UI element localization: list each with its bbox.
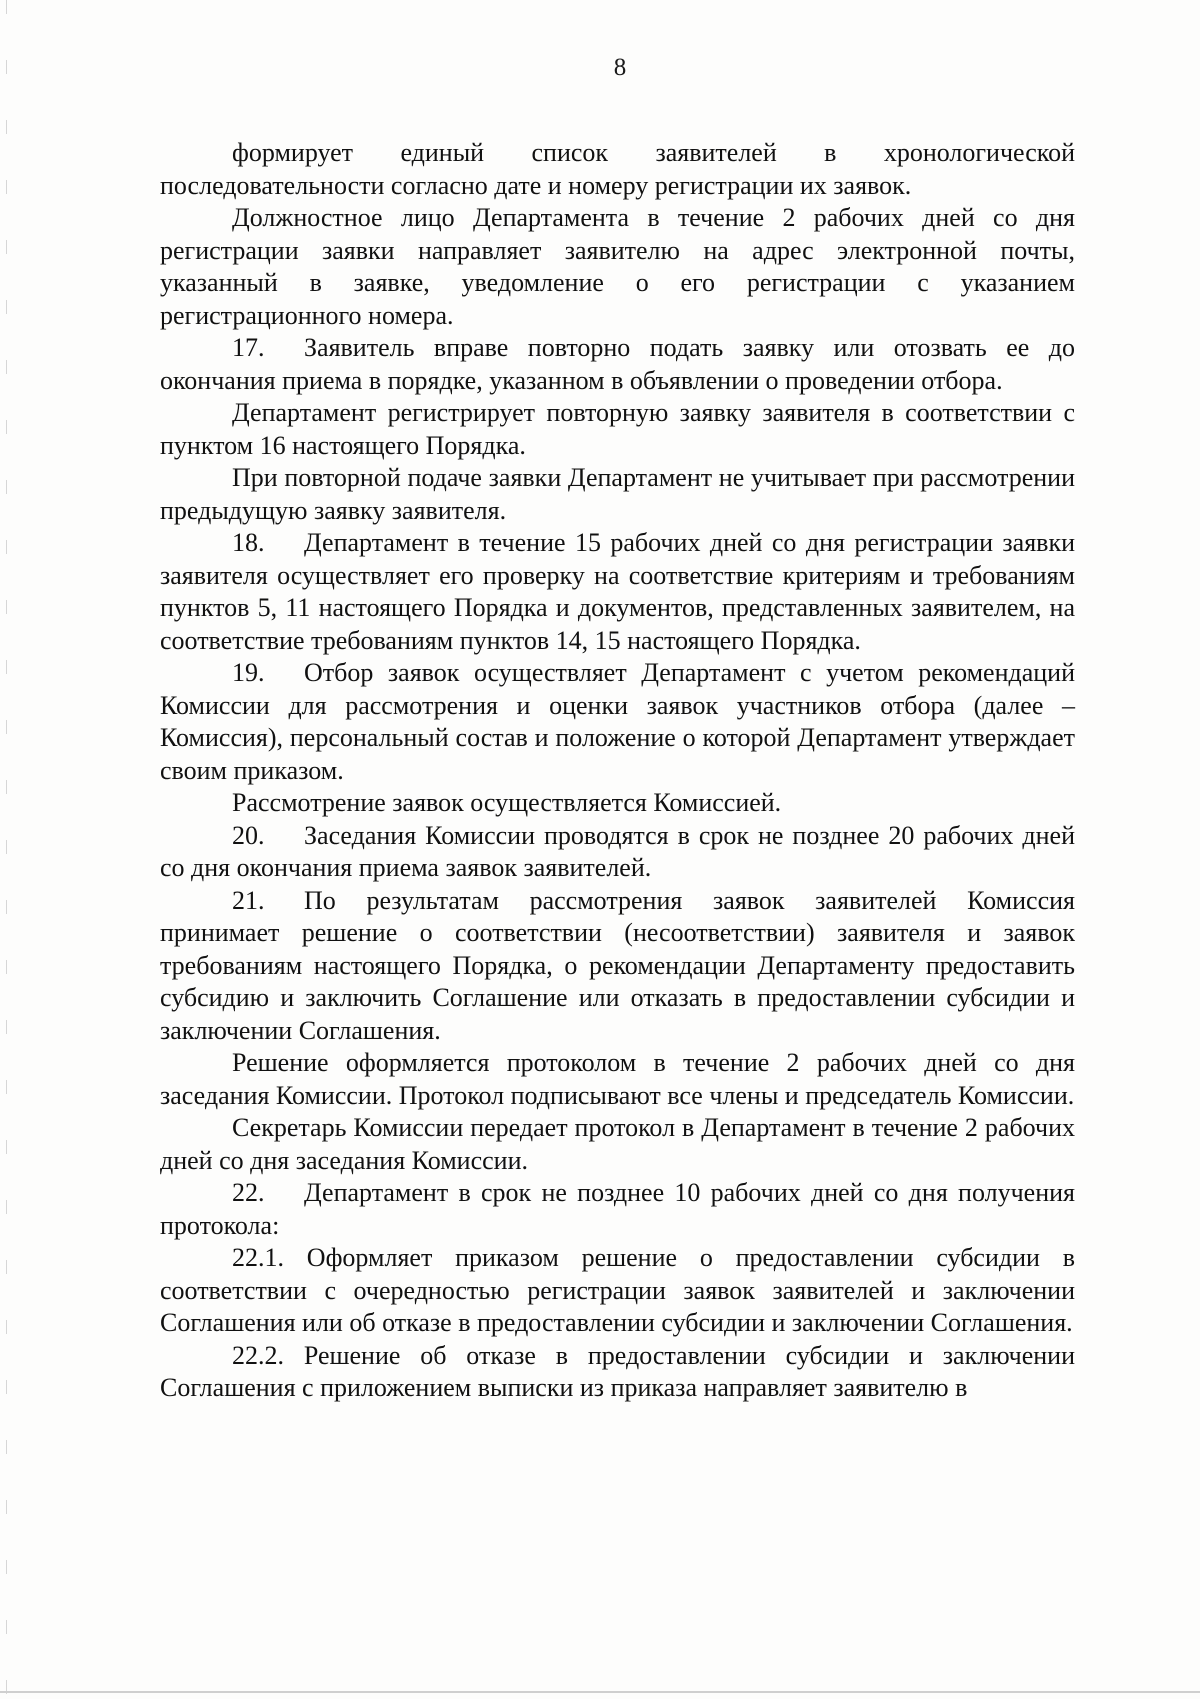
clause-number: 22.	[232, 1178, 265, 1207]
paragraph-text: формирует единый список заявителей в хронологической последовательности согласно дате и номеру регистрации их заявок.	[160, 138, 1075, 200]
paragraph	[160, 787, 1075, 820]
clause-number: 18.	[232, 528, 265, 557]
paragraph	[160, 202, 1075, 332]
paragraph	[160, 332, 1075, 397]
paragraph	[160, 1112, 1075, 1177]
paragraph	[160, 1047, 1075, 1112]
paragraph-text: Департамент в срок не позднее 10 рабочих дней со дня получения протокола:	[160, 1178, 1075, 1240]
clause-number: 17.	[232, 333, 265, 362]
paragraph-text: При повторной подаче заявки Департамент не учитывает при рассмотрении предыдущую заявку заявителя.	[160, 463, 1075, 525]
clause-number: 19.	[232, 658, 265, 687]
paragraph	[160, 820, 1075, 885]
paragraph	[160, 137, 1075, 202]
paragraph	[160, 1177, 1075, 1242]
document-body	[160, 137, 1075, 1405]
paragraph	[160, 397, 1075, 462]
paragraph-text: Департамент регистрирует повторную заявку заявителя в соответствии с пунктом 16 настоящего Порядка.	[160, 398, 1075, 460]
paragraph	[160, 1340, 1075, 1405]
paragraph	[160, 657, 1075, 787]
scan-bottom-edge	[0, 1691, 1200, 1693]
paragraph-text: 22.1. Оформляет приказом решение о предоставлении субсидии в соответствии с очередностью регистрации заявок заявителей и заключении Соглашения или об отказе в предоставлении субсидии и заключении Соглашения.	[160, 1243, 1075, 1337]
paragraph-text: Секретарь Комиссии передает протокол в Департамент в течение 2 рабочих дней со дня заседания Комиссии.	[160, 1113, 1075, 1175]
paragraph-text: Департамент в течение 15 рабочих дней со дня регистрации заявки заявителя осуществляет его проверку на соответствие критериям и требованиям пунктов 5, 11 настоящего Порядка и документов, представленных заявителем, на соответствие требованиям пунктов 14, 15 настоящего Порядка.	[160, 528, 1075, 655]
page-number: 8	[613, 54, 627, 81]
clause-number: 21.	[232, 885, 265, 915]
paragraph	[160, 1242, 1075, 1340]
paragraph-text: Заседания Комиссии проводятся в срок не позднее 20 рабочих дней со дня окончания приема заявок заявителей.	[160, 820, 1075, 882]
paragraph-text: Решение оформляется протоколом в течение 2 рабочих дней со дня заседания Комиссии. Протокол подписывают все члены и председатель Комиссии.	[160, 1048, 1075, 1110]
paragraph	[160, 527, 1075, 657]
paragraph-text: По результатам рассмотрения заявок заявителей Комиссия принимает решение о соответствии (несоответствии) заявителя и заявок требованиям настоящего Порядка, о рекомендации Департаменту предоставить субсидию и заключить Соглашение или отказать в предоставлении субсидии и заключении Соглашения.	[160, 885, 1075, 1045]
paragraph	[160, 885, 1075, 1048]
paragraph	[160, 462, 1075, 527]
paragraph-text: Должностное лицо Департамента в течение 2 рабочих дней со дня регистрации заявки направляет заявителю на адрес электронной почты, указанный в заявке, уведомление о его регистрации с указанием регистрационного номера.	[160, 203, 1075, 330]
paragraph-text: Заявитель вправе повторно подать заявку или отозвать ее до окончания приема в порядке, указанном в объявлении о проведении отбора.	[160, 333, 1075, 395]
paragraph-text: Рассмотрение заявок осуществляется Комиссией.	[232, 788, 782, 817]
paragraph-text: 22.2. Решение об отказе в предоставлении субсидии и заключении Соглашения с приложением выписки из приказа направляет заявителю в	[160, 1340, 1075, 1402]
paragraph-text: Отбор заявок осуществляет Департамент с учетом рекомендаций Комиссии для рассмотрения и оценки заявок участников отбора (далее – Комиссия), персональный состав и положение о которой Департамент утверждает своим приказом.	[160, 658, 1075, 785]
scan-edge-mark	[6, 0, 7, 1699]
clause-number: 20.	[232, 820, 265, 850]
